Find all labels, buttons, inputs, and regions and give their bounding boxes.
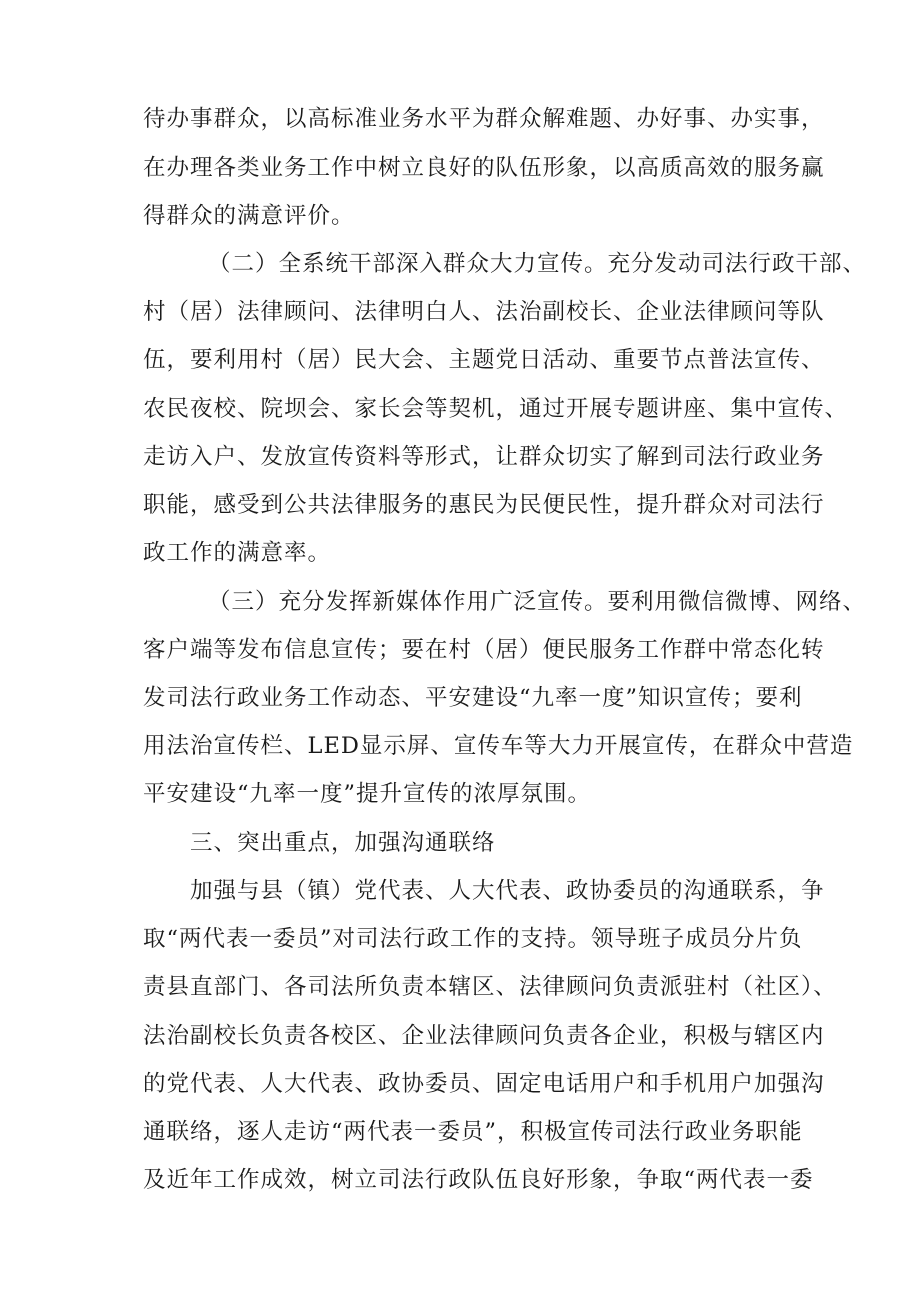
section-heading-3: （三）充分发挥新媒体作用广泛宣传。要利用微信微博、网络、 — [208, 589, 867, 615]
paragraph-line: 在办理各类业务工作中树立良好的队伍形象，以高质高效的服务赢 — [143, 155, 825, 181]
paragraph-line: 职能，感受到公共法律服务的惠民为民便民性，提升群众对司法行 — [143, 492, 825, 518]
paragraph-line: 伍，要利用村（居）民大会、主题党日活动、重要节点普法宣传、 — [143, 347, 825, 373]
paragraph-line: 待办事群众，以高标准业务水平为群众解难题、办好事、办实事， — [143, 106, 825, 132]
paragraph-line: 责县直部门、各司法所负责本辖区、法律顾问负责派驻村（社区）、 — [143, 974, 837, 1000]
section-heading-2: （二）全系统干部深入群众大力宣传。充分发动司法行政干部、 — [208, 251, 867, 277]
paragraph-line: 的党代表、人大代表、政协委员、固定电话用户和手机用户加强沟 — [143, 1071, 825, 1097]
paragraph-line: 加强与县（镇）党代表、人大代表、政协委员的沟通联系，争 — [190, 878, 825, 904]
paragraph-line: 政工作的满意率。 — [143, 540, 332, 566]
paragraph-line: 及近年工作成效，树立司法行政队伍良好形象，争取“两代表一委 — [143, 1167, 814, 1193]
paragraph-line: 通联络，逐人走访“两代表一委员”，积极宣传司法行政业务职能 — [143, 1119, 803, 1145]
paragraph-line: 村（居）法律顾问、法律明白人、法治副校长、企业法律顾问等队 — [143, 299, 825, 325]
paragraph-line: 得群众的满意评价。 — [143, 203, 355, 229]
paragraph-line: 走访入户、发放宣传资料等形式，让群众切实了解到司法行政业务 — [143, 444, 825, 470]
paragraph-line: 用法治宣传栏、LED显示屏、宣传车等大力开展宣传，在群众中营造 — [143, 733, 854, 759]
paragraph-line: 发司法行政业务工作动态、平安建设“九率一度”知识宣传；要利 — [143, 685, 803, 711]
paragraph-line: 客户端等发布信息宣传；要在村（居）便民服务工作群中常态化转 — [143, 637, 825, 663]
chapter-heading: 三、突出重点，加强沟通联络 — [190, 830, 496, 856]
paragraph-line: 农民夜校、院坝会、家长会等契机，通过开展专题讲座、集中宣传、 — [143, 396, 849, 422]
paragraph-line: 法治副校长负责各校区、企业法律顾问负责各企业，积极与辖区内 — [143, 1023, 825, 1049]
paragraph-line: 取“两代表一委员”对司法行政工作的支持。领导班子成员分片负 — [143, 926, 803, 952]
paragraph-line: 平安建设“九率一度”提升宣传的浓厚氛围。 — [143, 781, 592, 807]
